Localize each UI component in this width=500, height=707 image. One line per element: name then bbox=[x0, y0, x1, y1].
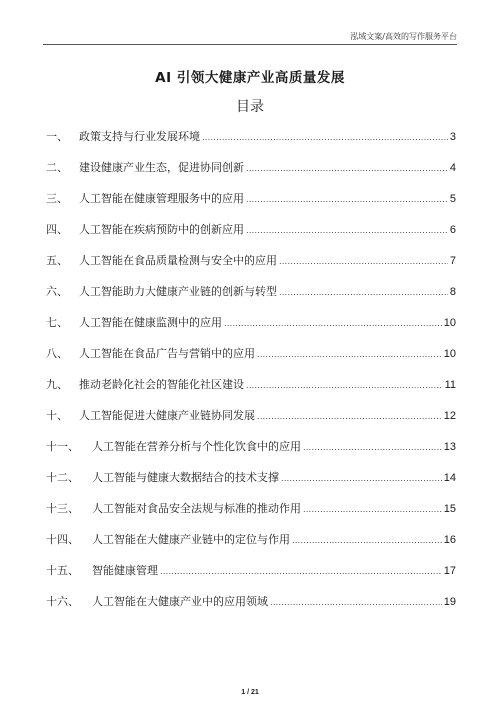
toc-dot-leader bbox=[202, 133, 448, 142]
toc-entry-page: 11 bbox=[444, 379, 456, 391]
toc-entry-title: 人工智能促进大健康产业链协同发展 bbox=[79, 409, 255, 422]
header-divider bbox=[43, 44, 457, 45]
toc-entry-number: 四、 bbox=[46, 223, 68, 236]
toc-entry-page: 8 bbox=[449, 286, 456, 298]
toc-entry[interactable] bbox=[46, 190, 456, 221]
toc-entry-page: 16 bbox=[443, 534, 456, 546]
toc-entry[interactable] bbox=[46, 128, 456, 159]
toc-dot-leader bbox=[303, 505, 442, 514]
toc-entry-page: 4 bbox=[449, 162, 456, 174]
toc-entry-number: 五、 bbox=[46, 254, 68, 267]
toc-dot-leader bbox=[246, 195, 448, 204]
toc-entry-number: 十三、 bbox=[46, 502, 79, 515]
toc-entry-page: 7 bbox=[449, 255, 456, 267]
toc-entry-title: 人工智能在营养分析与个性化饮食中的应用 bbox=[92, 440, 301, 453]
toc-entry[interactable] bbox=[46, 283, 456, 314]
toc-entry-number: 十六、 bbox=[46, 595, 79, 608]
toc-dot-leader bbox=[224, 319, 442, 328]
toc-dot-leader bbox=[246, 226, 448, 235]
toc-entry-page: 10 bbox=[443, 317, 456, 329]
toc-dot-leader bbox=[292, 536, 442, 545]
toc-entry-number: 十四、 bbox=[46, 533, 79, 546]
toc-entry-title: 政策支持与行业发展环境 bbox=[79, 130, 200, 143]
toc-entry[interactable] bbox=[46, 531, 456, 562]
document-title: AI 引领大健康产业高质量发展 bbox=[155, 70, 345, 86]
toc-entry-page: 13 bbox=[443, 441, 456, 453]
toc-entry-title: 人工智能在大健康产业中的应用领域 bbox=[92, 595, 268, 608]
toc-entry[interactable] bbox=[46, 407, 456, 438]
toc-entry-page: 17 bbox=[443, 565, 456, 577]
toc-entry[interactable] bbox=[46, 345, 456, 376]
toc-entry-title: 人工智能与健康大数据结合的技术支撑 bbox=[92, 471, 279, 484]
table-of-contents bbox=[46, 128, 456, 624]
toc-dot-leader bbox=[160, 567, 442, 576]
page-indicator: 1 / 21 bbox=[241, 689, 259, 696]
toc-entry-page: 6 bbox=[449, 224, 456, 236]
toc-entry-title: 推动老龄化社会的智能化社区建设 bbox=[79, 378, 244, 391]
toc-entry-title: 人工智能在大健康产业链中的定位与作用 bbox=[92, 533, 290, 546]
toc-entry-title: 人工智能在食品质量检测与安全中的应用 bbox=[79, 254, 277, 267]
toc-entry-title: 人工智能在食品广告与营销中的应用 bbox=[79, 347, 255, 360]
toc-entry[interactable] bbox=[46, 469, 456, 500]
toc-entry[interactable] bbox=[46, 252, 456, 283]
toc-dot-leader bbox=[246, 164, 448, 173]
toc-entry-number: 十五、 bbox=[46, 564, 79, 577]
toc-entry-title: 人工智能在健康管理服务中的应用 bbox=[79, 192, 244, 205]
toc-entry-title: 人工智能在疾病预防中的创新应用 bbox=[79, 223, 244, 236]
toc-entry-page: 14 bbox=[443, 472, 456, 484]
toc-entry-title: 建设健康产业生态，促进协同创新 bbox=[79, 161, 244, 174]
toc-dot-leader bbox=[303, 443, 442, 452]
toc-entry-page: 12 bbox=[443, 410, 456, 422]
toc-entry-number: 八、 bbox=[46, 347, 68, 360]
toc-entry-title: 人工智能助力大健康产业链的创新与转型 bbox=[79, 285, 277, 298]
header-text: 泓域文案/高效的写作服务平台 bbox=[350, 32, 457, 41]
toc-entry[interactable] bbox=[46, 438, 456, 469]
toc-entry-number: 三、 bbox=[46, 192, 68, 205]
toc-entry-number: 十一、 bbox=[46, 440, 79, 453]
toc-dot-leader bbox=[270, 598, 442, 607]
toc-dot-leader bbox=[281, 474, 442, 483]
toc-entry[interactable] bbox=[46, 500, 456, 531]
toc-dot-leader bbox=[279, 288, 448, 297]
toc-entry[interactable] bbox=[46, 159, 456, 190]
toc-dot-leader bbox=[257, 412, 442, 421]
toc-heading: 目录 bbox=[236, 99, 264, 115]
toc-entry[interactable] bbox=[46, 593, 456, 624]
toc-entry-title: 智能健康管理 bbox=[92, 564, 158, 577]
toc-dot-leader bbox=[246, 381, 443, 390]
toc-entry[interactable] bbox=[46, 562, 456, 593]
toc-dot-leader bbox=[257, 350, 442, 359]
toc-entry[interactable] bbox=[46, 314, 456, 345]
toc-entry-number: 十、 bbox=[46, 409, 68, 422]
toc-entry-title: 人工智能在健康监测中的应用 bbox=[79, 316, 222, 329]
toc-entry-page: 15 bbox=[443, 503, 456, 515]
toc-entry-page: 3 bbox=[449, 131, 456, 143]
toc-dot-leader bbox=[279, 257, 448, 266]
toc-entry-page: 19 bbox=[443, 596, 456, 608]
toc-entry-number: 七、 bbox=[46, 316, 68, 329]
toc-entry-number: 六、 bbox=[46, 285, 68, 298]
toc-entry-number: 二、 bbox=[46, 161, 68, 174]
toc-entry[interactable] bbox=[46, 376, 456, 407]
toc-entry-page: 5 bbox=[449, 193, 456, 205]
toc-entry[interactable] bbox=[46, 221, 456, 252]
toc-entry-number: 十二、 bbox=[46, 471, 79, 484]
toc-entry-page: 10 bbox=[443, 348, 456, 360]
toc-entry-number: 九、 bbox=[46, 378, 68, 391]
toc-entry-title: 人工智能对食品安全法规与标准的推动作用 bbox=[92, 502, 301, 515]
toc-entry-number: 一、 bbox=[46, 130, 68, 143]
